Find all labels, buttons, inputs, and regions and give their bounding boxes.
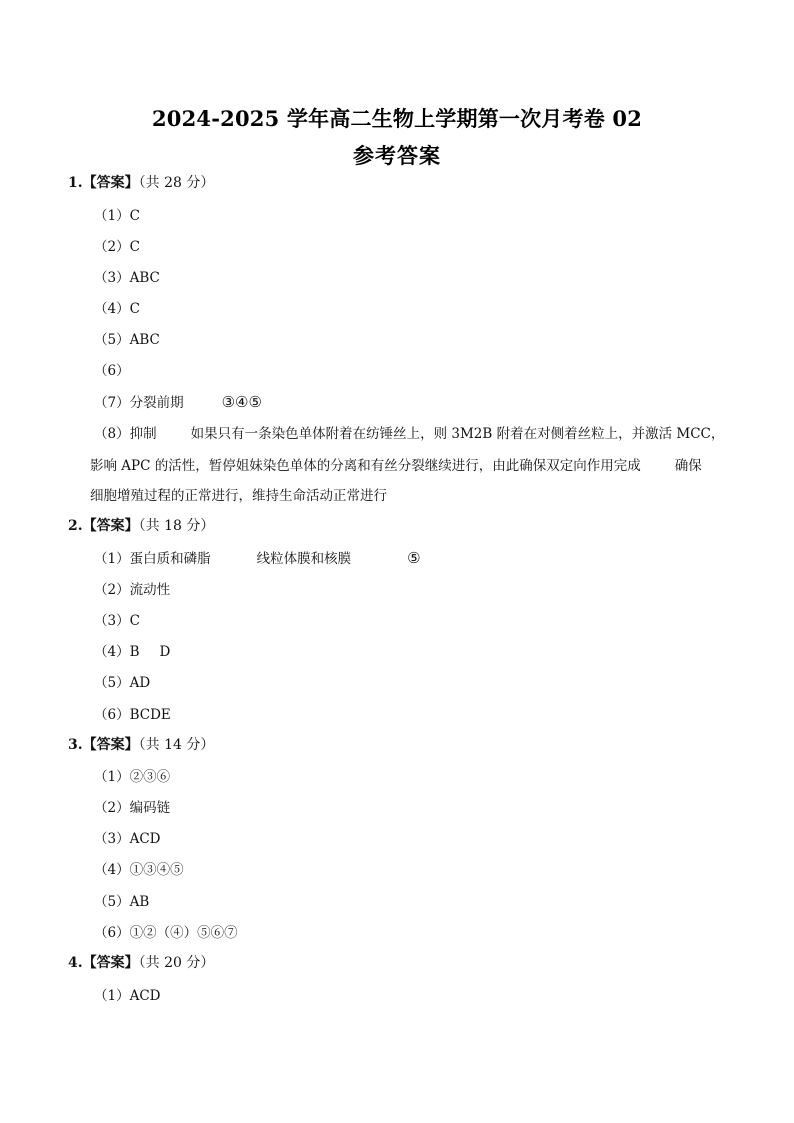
q4-answer-1: （1）ACD bbox=[94, 988, 161, 1004]
q1-answer-1: （1）C bbox=[94, 208, 140, 224]
question-2-score: （共 18 分） bbox=[138, 518, 215, 534]
q1-answer-4: （4）C bbox=[94, 301, 140, 317]
q3-answer-1: （1）②③⑥ bbox=[94, 769, 171, 785]
question-1-header bbox=[68, 172, 214, 192]
question-1-score: （共 28 分） bbox=[138, 175, 215, 191]
q2-answer-3: （3）C bbox=[94, 613, 140, 629]
q1-answer-7 bbox=[94, 391, 262, 411]
q2-answer-1-value-b: 线粒体膜和核膜 bbox=[256, 551, 352, 567]
q3-answer-4: （4）①③④⑤ bbox=[94, 862, 184, 878]
q2-answer-2: （2）流动性 bbox=[94, 582, 171, 598]
question-4-label: 4.【答案】 bbox=[68, 955, 139, 971]
q2-answer-1 bbox=[94, 547, 421, 567]
q3-answer-5: （5）AB bbox=[94, 894, 150, 910]
question-4-header bbox=[68, 952, 214, 972]
question-4-score: （共 20 分） bbox=[138, 955, 215, 971]
q2-answer-4-value-b: D bbox=[159, 644, 171, 660]
q1-answer-5: （5）ABC bbox=[94, 332, 160, 348]
question-2-label: 2.【答案】 bbox=[68, 518, 139, 534]
q2-answer-4-label: （4）B bbox=[94, 644, 140, 660]
q2-answer-1-label: （1）蛋白质和磷脂 bbox=[94, 551, 211, 567]
q1-answer-6: （6） bbox=[94, 363, 130, 379]
q1-answer-2: （2）C bbox=[94, 239, 140, 255]
document-subtitle: 参考答案 bbox=[353, 143, 441, 168]
question-3-label: 3.【答案】 bbox=[68, 737, 139, 753]
document-title: 2024-2025 学年高二生物上学期第一次月考卷 02 bbox=[151, 106, 643, 131]
question-2-header bbox=[68, 515, 214, 535]
q2-answer-5: （5）AD bbox=[94, 675, 151, 691]
q1-answer-8-line-1 bbox=[94, 422, 724, 442]
q3-answer-3: （3）ACD bbox=[94, 831, 161, 847]
q2-answer-6: （6）BCDE bbox=[94, 707, 171, 723]
q2-answer-1-value-c: ⑤ bbox=[407, 549, 421, 567]
q1-answer-8-text-2: 影响 APC 的活性，暂停姐妹染色单体的分离和有丝分裂继续进行，由此确保双定向作用完成 bbox=[90, 458, 641, 474]
q1-answer-8-line-2 bbox=[90, 454, 702, 474]
q1-answer-7-label: （7）分裂前期 bbox=[94, 395, 184, 411]
question-3-header bbox=[68, 734, 214, 754]
q3-answer-6: （6）①②（④）⑤⑥⑦ bbox=[94, 925, 238, 941]
q1-answer-8-label: （8）抑制 bbox=[94, 426, 157, 442]
q2-answer-4 bbox=[94, 640, 170, 660]
q1-answer-8-line-3: 细胞增殖过程的正常进行，维持生命活动正常进行 bbox=[90, 488, 387, 504]
q3-answer-2: （2）编码链 bbox=[94, 800, 171, 816]
q1-answer-8-text-1: 如果只有一条染色单体附着在纺锤丝上，则 3M2B 附着在对侧着丝粒上，并激活 MCC， bbox=[190, 426, 725, 442]
question-1-label: 1.【答案】 bbox=[68, 175, 139, 191]
q1-answer-8-text-2b: 确保 bbox=[674, 458, 702, 474]
question-3-score: （共 14 分） bbox=[138, 737, 215, 753]
q1-answer-7-value: ③④⑤ bbox=[221, 393, 262, 411]
q1-answer-3: （3）ABC bbox=[94, 270, 160, 286]
